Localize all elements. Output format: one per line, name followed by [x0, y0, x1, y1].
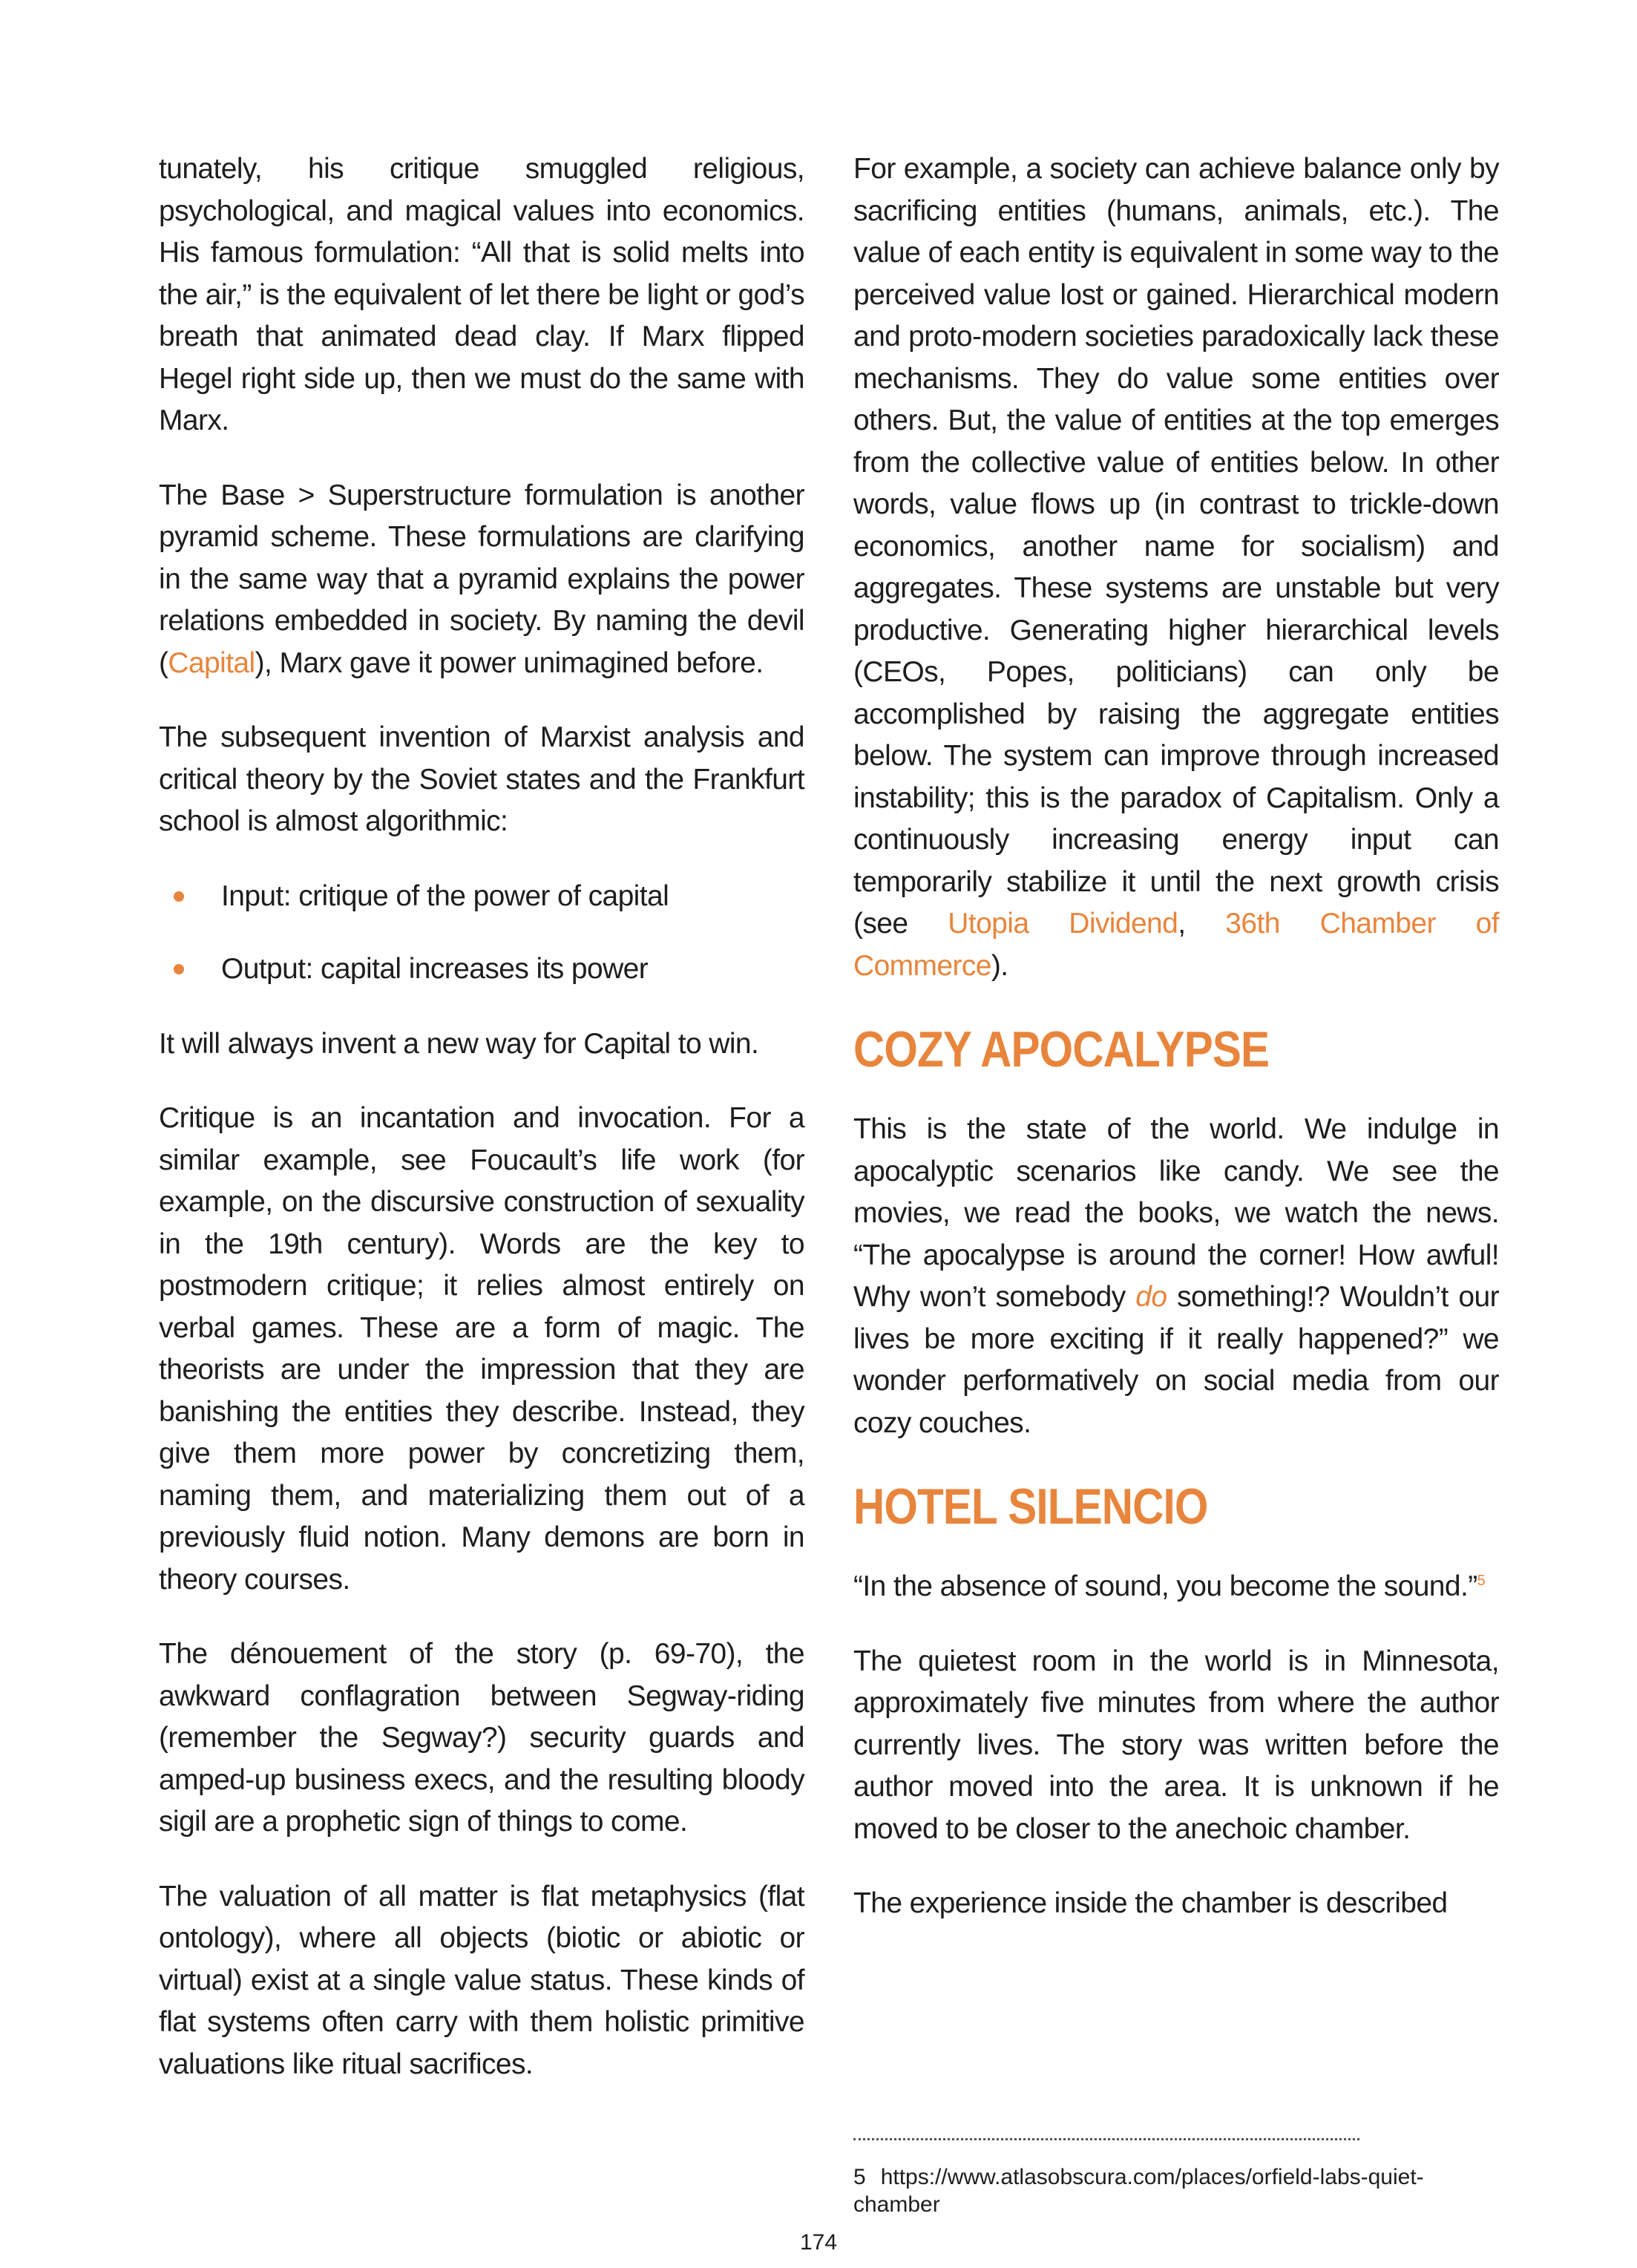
list-item: [159, 948, 804, 991]
utopia-dividend-link[interactable]: Utopia Dividend: [948, 908, 1178, 940]
section-heading-cozy-apocalypse: COZY APOCALYPSE: [853, 1021, 1270, 1078]
paragraph: It will always invent a new way for Capital to win.: [159, 1027, 759, 1060]
paragraph: Critique is an incantation and invocation. For a similar example, see Foucault’s life work (for example, on the discursive construction of sexuality in the 19th century). Words are the key to postmodern critique; it relies almost entirely on verbal games. These are a form of magic. The theorists are under the impression that they are banishing the entities they describe. Instead, they give them more power by concretizing them, naming them, and materializing them out of a previously fluid notion. Many demons are born in theory courses.: [159, 1102, 804, 1596]
paragraph: The quietest room in the world is in Minnesota, approximately five minutes from where the author currently lives. The story was written before the author moved into the area. It is unknown if he moved to be closer to the anechoic chamber.: [853, 1645, 1499, 1845]
footnote-reference[interactable]: 5: [1477, 1573, 1486, 1589]
text-span: ), Marx gave it power unimagined before.: [255, 646, 764, 679]
list-item-text: Input: critique of the power of capital: [221, 879, 669, 912]
text-span: ).: [991, 949, 1008, 982]
page-number: 174: [799, 2230, 838, 2255]
list-item-text: Output: capital increases its power: [221, 953, 649, 985]
bullet-list: [159, 876, 804, 991]
text-span: something!? Wouldn’t our lives be more exciting if it really happened?” we wonder performatively on social media from our cozy couches.: [853, 1281, 1499, 1439]
paragraph: [159, 475, 804, 685]
paragraph: [853, 1109, 1499, 1444]
footnote: [853, 2163, 1492, 2218]
text-span: For example, a society can achieve balance only by sacrificing entities (humans, animals, etc.). The value of each entity is equivalent in some way to the perceived value lost or gained. Hierarchical modern and proto-modern societies paradoxically lack these mechanisms. They do value some entities over others. But, the value of entities at the top emerges from the collective value of entities below. In other words, value flows up (in contrast to trickle-down economics, another name for socialism) and aggregates. These systems are unstable but very productive. Generating higher hierarchical levels (CEOs, Popes, politicians) can only be accomplished by raising the aggregate entities below. The system can improve through increased instability; this is the paradox of Capitalism. Only a continuously increasing energy input can temporarily stabilize it until the next growth crisis (see: [853, 153, 1499, 940]
paragraph: The subsequent invention of Marxist analysis and critical theory by the Soviet states and the Frankfurt school is almost algorithmic:: [159, 721, 804, 837]
section-heading-hotel-silencio: HOTEL SILENCIO: [853, 1478, 1208, 1535]
footnote-url[interactable]: https://www.atlasobscura.com/places/orfield-labs-quiet-chamber: [853, 2165, 1424, 2217]
36th-chamber-of-commerce-link[interactable]: 36th Chamber of Commerce: [853, 908, 1499, 982]
right-column: [853, 148, 1499, 1958]
bullet-icon: [174, 891, 184, 902]
emphasis-do: do: [1135, 1281, 1167, 1313]
footnote-number: 5: [853, 2165, 866, 2189]
paragraph: The dénouement of the story (p. 69-70), the awkward conflagration between Segway-riding (remember the Segway?) security guards and amped-up business execs, and the resulting bloody sigil are a prophetic sign of things to come.: [159, 1638, 804, 1838]
left-column: [159, 148, 804, 2118]
text-span: This is the state of the world. We indulge in apocalyptic scenarios like candy. We see the movies, we read the books, we watch the news. “The apocalypse is around the corner! How awful! Why won’t somebody: [853, 1113, 1499, 1313]
text-span: The Base > Superstructure formulation is another pyramid scheme. These formulations are clarifying in the same way that a pyramid explains the power relations embedded in society. By naming the devil (: [159, 479, 804, 679]
footnote-divider: [853, 2138, 1359, 2140]
paragraph: tunately, his critique smuggled religious, psychological, and magical values into economics. His famous formulation: “All that is solid melts into the air,” is the equivalent of let there be light or god’s breath that animated dead clay. If Marx flipped Hegel right side up, then we must do the same with Marx.: [159, 153, 804, 436]
paragraph: [853, 1566, 1499, 1608]
list-item: [159, 876, 804, 918]
paragraph: The experience inside the chamber is described: [853, 1887, 1448, 1919]
capital-link[interactable]: Capital: [168, 646, 255, 679]
paragraph: [853, 148, 1499, 987]
text-span: ,: [1178, 908, 1226, 940]
bullet-icon: [174, 964, 184, 974]
quote-text: “In the absence of sound, you become the sound.”: [853, 1570, 1477, 1602]
paragraph: The valuation of all matter is flat metaphysics (flat ontology), where all objects (biotic or abiotic or virtual) exist at a single value status. These kinds of flat systems often carry with them holistic primitive valuations like ritual sacrifices.: [159, 1880, 804, 2080]
